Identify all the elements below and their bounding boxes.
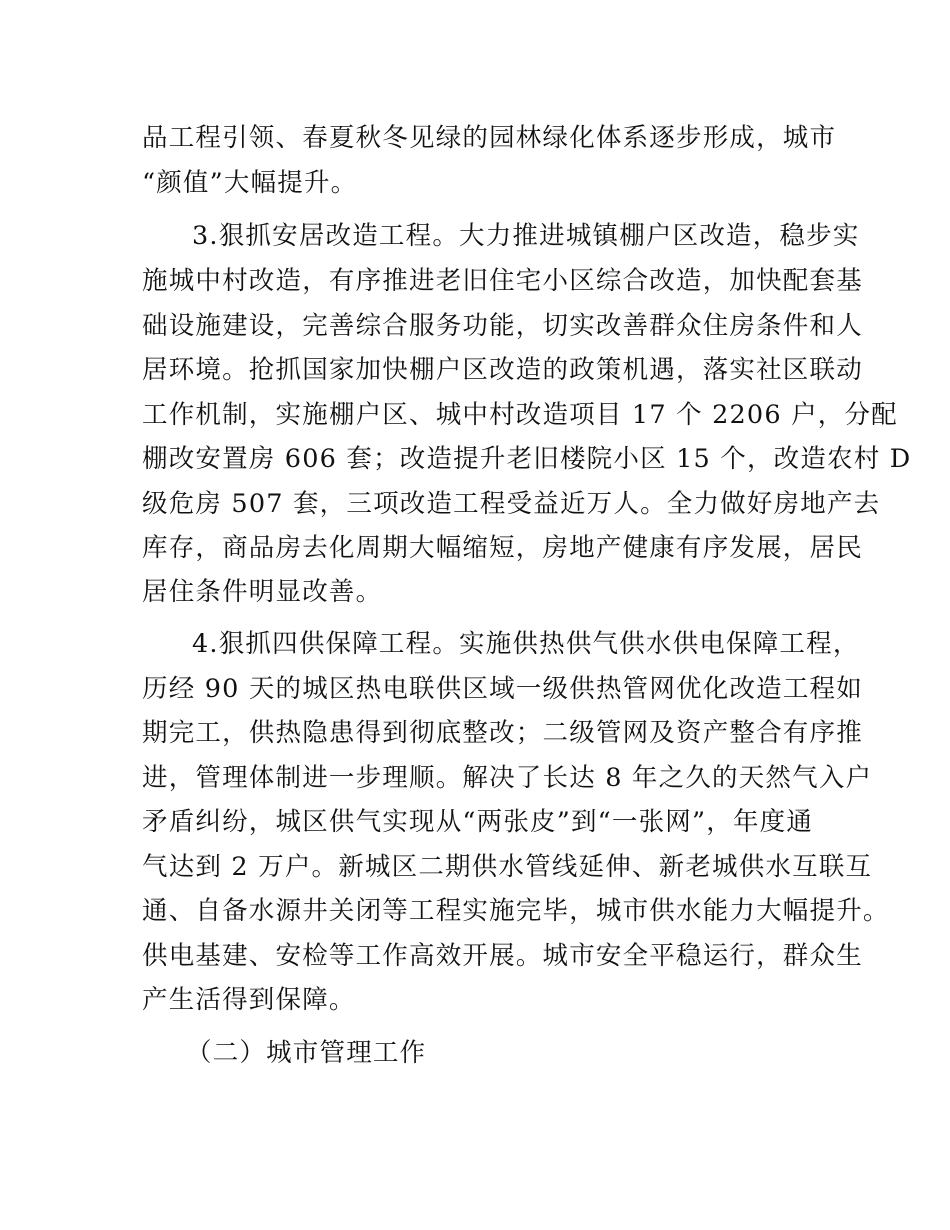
text-line-8: 棚改安置房 606 套；改造提升老旧楼院小区 15 个，改造农村 D: [142, 444, 912, 474]
text-line-19: 供电基建、安检等工作高效开展。城市安全平稳运行，群众生: [142, 941, 863, 971]
text-line-13: 历经 90 天的城区热电联供区域一级供热管网优化改造工程如: [142, 674, 863, 704]
paragraph-3-heading: 3.狠抓安居改造工程。大力推进城镇棚户区改造，稳步实: [192, 221, 860, 251]
text-line-10: 库存，商品房去化周期大幅缩短，房地产健康有序发展，居民: [142, 533, 863, 563]
text-line-17: 气达到 2 万户。新城区二期供水管线延伸、新老城供水互联互: [142, 852, 873, 882]
text-line-7: 工作机制，实施棚户区、城中村改造项目 17 个 2206 户，分配: [142, 400, 898, 430]
text-line-5: 础设施建设，完善综合服务功能，切实改善群众住房条件和人: [142, 311, 863, 341]
text-line-1: 品工程引领、春夏秋冬见绿的园林绿化体系逐步形成，城市: [142, 123, 837, 153]
text-line-2: “颜值”大幅提升。: [142, 168, 358, 198]
text-line-6: 居环境。抢抓国家加快棚户区改造的政策机遇，落实社区联动: [142, 355, 863, 385]
text-line-14: 期完工，供热隐患得到彻底整改；二级管网及资产整合有序推: [142, 718, 863, 748]
text-line-15: 进，管理体制进一步理顺。解决了长达 8 年之久的天然气入户: [142, 763, 873, 793]
section-heading: （二）城市管理工作: [186, 1038, 427, 1068]
text-line-11: 居住条件明显改善。: [142, 577, 383, 607]
text-line-4: 施城中村改造，有序推进老旧住宅小区综合改造，加快配套基: [142, 266, 863, 296]
text-line-18: 通、自备水源井关闭等工程实施完毕，城市供水能力大幅提升。: [142, 896, 890, 926]
text-line-16: 矛盾纠纷，城区供气实现从“两张皮”到“一张网”，年度通: [142, 807, 814, 837]
text-line-20: 产生活得到保障。: [142, 985, 356, 1015]
text-line-9: 级危房 507 套，三项改造工程受益近万人。全力做好房地产去: [142, 489, 881, 519]
paragraph-4-heading: 4.狠抓四供保障工程。实施供热供气供水供电保障工程，: [192, 629, 860, 659]
